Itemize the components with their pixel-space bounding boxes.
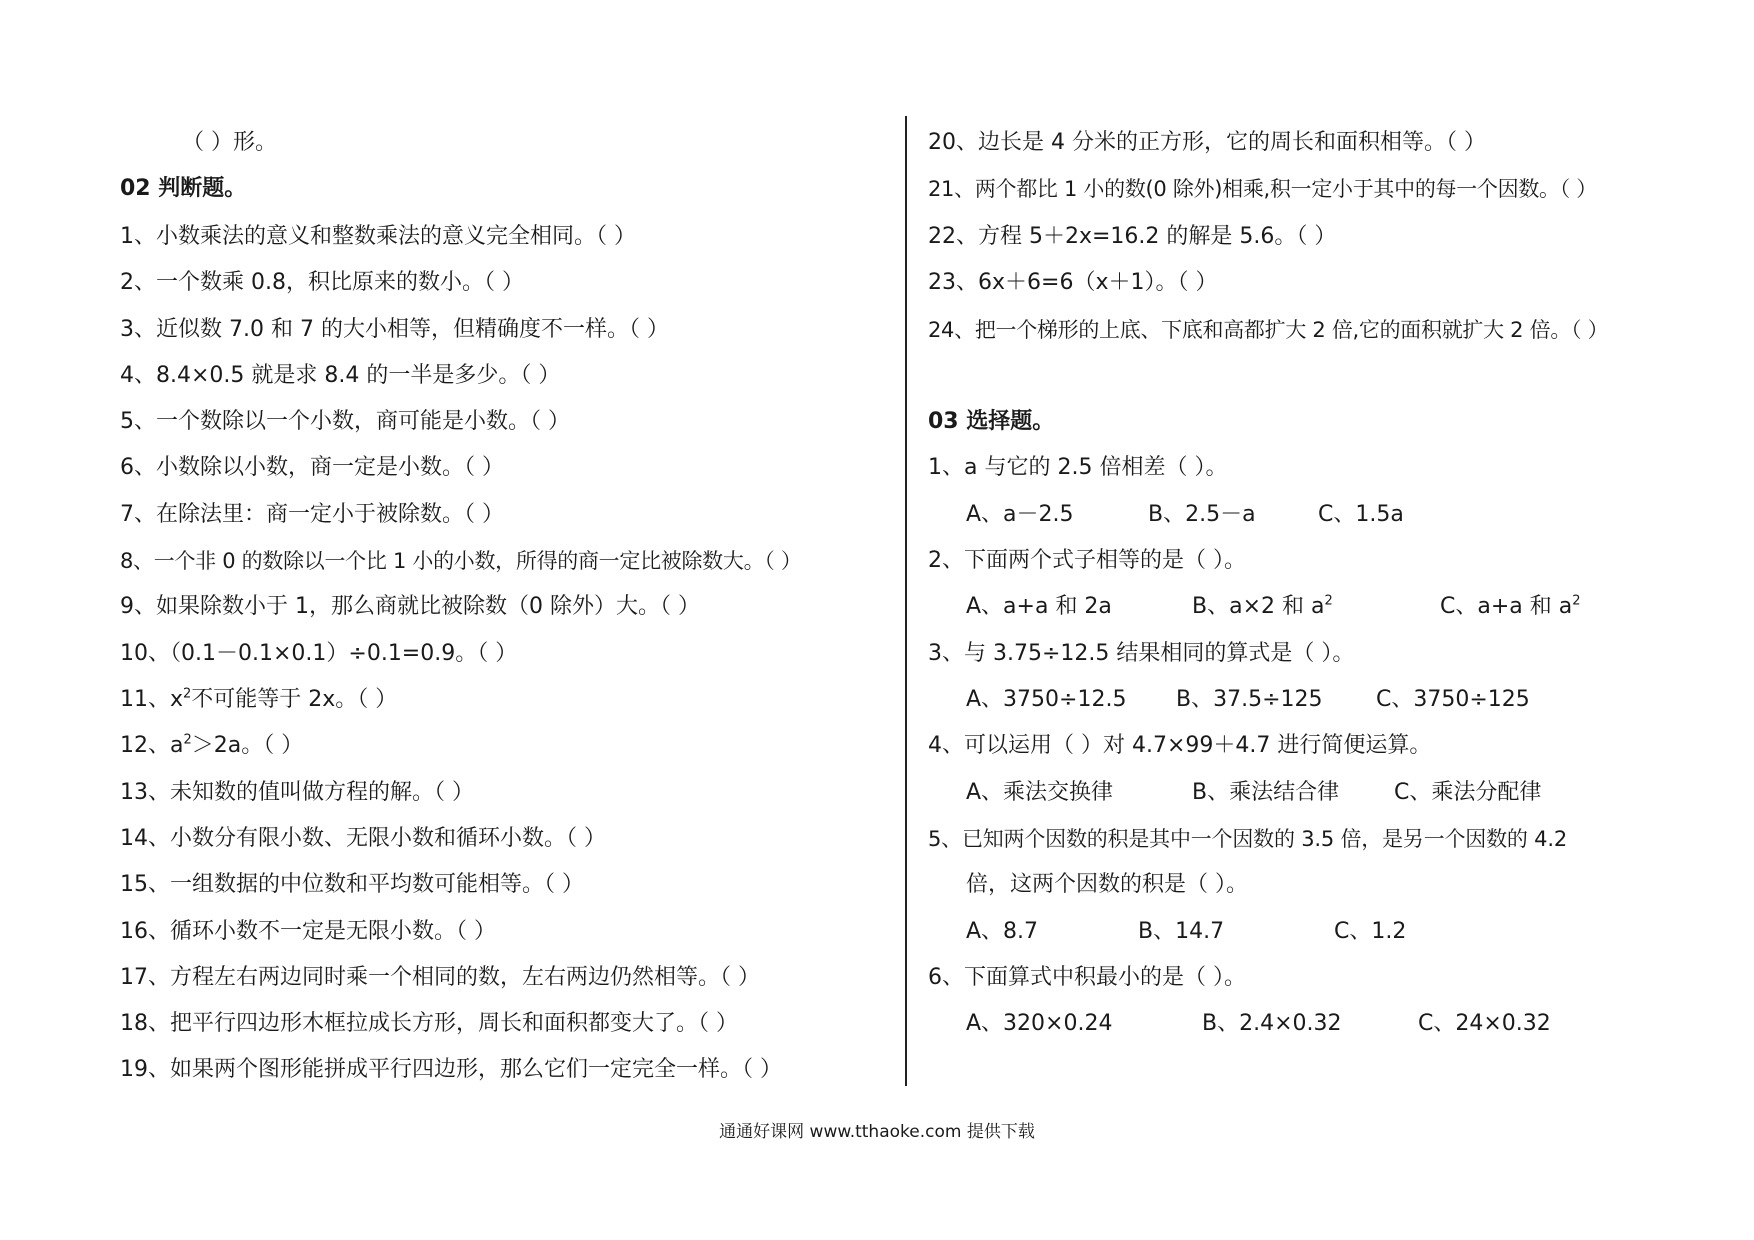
judge-item: 24、把一个梯形的上底、下底和高都扩大 2 倍,它的面积就扩大 2 倍。（ ） xyxy=(928,318,1609,342)
superscript: 2 xyxy=(183,732,192,748)
judge-item: 3、近似数 7.0 和 7 的大小相等，但精确度不一样。（ ） xyxy=(120,317,669,342)
option: B、2.5－a xyxy=(1148,502,1256,527)
judge-item: 22、方程 5＋2x=16.2 的解是 5.6。（ ） xyxy=(928,224,1337,249)
superscript: 2 xyxy=(1572,593,1581,609)
choice-question: 2、下面两个式子相等的是（ ）。 xyxy=(928,548,1246,573)
section-title-judgement: 02 判断题。 xyxy=(120,176,247,201)
carry-line: （ ）形。 xyxy=(182,130,277,155)
option: A、a－2.5 xyxy=(966,502,1074,527)
judge-item: 7、在除法里：商一定小于被除数。（ ） xyxy=(120,502,504,527)
choice-question: 5、已知两个因数的积是其中一个因数的 3.5 倍，是另一个因数的 4.2 xyxy=(928,827,1567,851)
judge-item xyxy=(120,731,303,761)
option: C、1.2 xyxy=(1334,919,1407,944)
choice-question-continued: 倍，这两个因数的积是（ ）。 xyxy=(966,872,1248,897)
judge-item xyxy=(120,685,397,715)
option: A、3750÷12.5 xyxy=(966,687,1127,712)
option-text: B、a×2 和 a xyxy=(1192,594,1325,619)
judge-item: 8、一个非 0 的数除以一个比 1 小的小数，所得的商一定比被除数大。（ ） xyxy=(120,549,802,573)
option: C、1.5a xyxy=(1318,502,1404,527)
option-text: C、a+a 和 a xyxy=(1440,594,1573,619)
judge-item: 13、未知数的值叫做方程的解。（ ） xyxy=(120,780,474,805)
judge-item-12-prefix: 12、a xyxy=(120,733,184,758)
judge-item: 4、8.4×0.5 就是求 8.4 的一半是多少。（ ） xyxy=(120,363,561,388)
judge-item-11-rest: 不可能等于 2x。（ ） xyxy=(191,687,398,712)
judge-item: 15、一组数据的中位数和平均数可能相等。（ ） xyxy=(120,872,584,897)
judge-item: 5、一个数除以一个小数，商可能是小数。（ ） xyxy=(120,409,570,434)
choice-question: 1、a 与它的 2.5 倍相差（ ）。 xyxy=(928,455,1228,480)
option: B、乘法结合律 xyxy=(1192,780,1340,805)
option: A、a+a 和 2a xyxy=(966,594,1112,619)
judge-item-11-prefix: 11、x xyxy=(120,687,184,712)
page-footer: 通通好课网 www.tthaoke.com 提供下载 xyxy=(719,1122,1035,1142)
judge-item: 18、把平行四边形木框拉成长方形，周长和面积都变大了。（ ） xyxy=(120,1011,738,1036)
option: C、乘法分配律 xyxy=(1394,780,1542,805)
judge-item: 6、小数除以小数，商一定是小数。（ ） xyxy=(120,455,504,480)
option xyxy=(1192,592,1333,622)
judge-item: 10、（0.1－0.1×0.1）÷0.1=0.9。（ ） xyxy=(120,641,518,666)
option: C、24×0.32 xyxy=(1418,1011,1551,1036)
judge-item: 9、如果除数小于 1，那么商就比被除数（0 除外）大。（ ） xyxy=(120,594,700,619)
option: B、2.4×0.32 xyxy=(1202,1011,1342,1036)
judge-item: 21、两个都比 1 小的数(0 除外)相乘,积一定小于其中的每一个因数。（ ） xyxy=(928,177,1598,201)
superscript: 2 xyxy=(183,686,192,702)
section-title-choice: 03 选择题。 xyxy=(928,409,1055,434)
judge-item-12-rest: ＞2a。（ ） xyxy=(191,733,304,758)
judge-item: 2、一个数乘 0.8，积比原来的数小。（ ） xyxy=(120,270,524,295)
judge-item: 23、6x＋6=6（x＋1）。（ ） xyxy=(928,270,1218,295)
option: A、8.7 xyxy=(966,919,1039,944)
judge-item: 16、循环小数不一定是无限小数。（ ） xyxy=(120,919,496,944)
option: A、乘法交换律 xyxy=(966,780,1114,805)
judge-item: 19、如果两个图形能拼成平行四边形，那么它们一定完全一样。（ ） xyxy=(120,1057,782,1082)
column-divider xyxy=(905,116,907,1086)
judge-item: 20、边长是 4 分米的正方形，它的周长和面积相等。（ ） xyxy=(928,130,1486,155)
choice-question: 4、可以运用（ ）对 4.7×99＋4.7 进行简便运算。 xyxy=(928,733,1432,758)
judge-item: 17、方程左右两边同时乘一个相同的数，左右两边仍然相等。（ ） xyxy=(120,965,760,990)
option: C、3750÷125 xyxy=(1376,687,1530,712)
superscript: 2 xyxy=(1324,593,1333,609)
choice-question: 6、下面算式中积最小的是（ ）。 xyxy=(928,965,1246,990)
judge-item: 1、小数乘法的意义和整数乘法的意义完全相同。（ ） xyxy=(120,224,636,249)
option: B、14.7 xyxy=(1138,919,1225,944)
choice-question: 3、与 3.75÷12.5 结果相同的算式是（ ）。 xyxy=(928,641,1355,666)
option: A、320×0.24 xyxy=(966,1011,1113,1036)
judge-item: 14、小数分有限小数、无限小数和循环小数。（ ） xyxy=(120,826,606,851)
option: B、37.5÷125 xyxy=(1176,687,1323,712)
option xyxy=(1440,592,1581,622)
